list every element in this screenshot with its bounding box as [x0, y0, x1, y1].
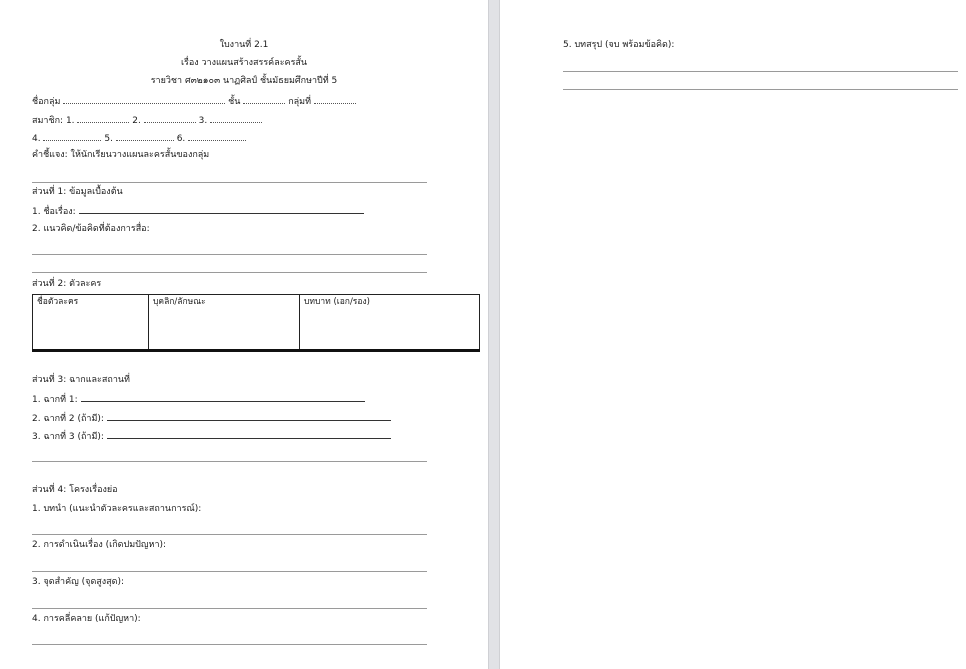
member-6-label: 6.	[176, 134, 186, 144]
group-name-blank[interactable]	[63, 95, 225, 104]
scene-1-line	[32, 393, 365, 406]
table-row	[33, 295, 480, 351]
section-2-heading: ส่วนที่ 2: ตัวละคร	[32, 279, 102, 289]
rising-action-answer-line[interactable]	[32, 571, 427, 572]
intro-label: 1. บทนำ (แนะนำตัวละครและสถานการณ์):	[32, 504, 202, 514]
rising-action-label: 2. การดำเนินเรื่อง (เกิดปมปัญหา):	[32, 540, 167, 550]
climax-label: 3. จุดสำคัญ (จุดสูงสุด):	[32, 577, 125, 587]
scene-2-label: 2. ฉากที่ 2 (ถ้ามี):	[32, 414, 104, 424]
class-blank[interactable]	[243, 95, 285, 104]
conclusion-answer-line-2[interactable]	[563, 89, 958, 90]
concept-answer-line-2[interactable]	[32, 272, 427, 273]
intro-answer-line[interactable]	[32, 534, 427, 535]
column-role[interactable]: บทบาท (เอก/รอง)	[300, 295, 480, 351]
member-5-blank[interactable]	[116, 132, 174, 141]
group-number-label: กลุ่มที่	[288, 97, 312, 107]
scene-1-blank[interactable]	[81, 393, 365, 402]
group-number-blank[interactable]	[314, 95, 356, 104]
concept-label: 2. แนวคิด/ข้อคิดที่ต้องการสื่อ:	[32, 224, 150, 234]
characters-table	[32, 294, 480, 352]
member-3-label: 3.	[198, 116, 208, 126]
scene-3-label: 3. ฉากที่ 3 (ถ้ามี):	[32, 432, 104, 442]
members-label: สมาชิก:	[32, 116, 64, 126]
divider	[32, 182, 427, 183]
resolution-label: 4. การคลี่คลาย (แก้ปัญหา):	[32, 614, 141, 624]
member-2-label: 2.	[132, 116, 141, 126]
group-info-line	[32, 95, 356, 108]
conclusion-answer-line-1[interactable]	[563, 71, 958, 72]
member-6-blank[interactable]	[188, 132, 246, 141]
section-3-heading: ส่วนที่ 3: ฉากและสถานที่	[32, 375, 130, 385]
members-line-1	[32, 114, 262, 127]
section-4-heading: ส่วนที่ 4: โครงเรื่องย่อ	[32, 485, 118, 495]
story-title-label: 1. ชื่อเรื่อง:	[32, 207, 76, 217]
divider	[32, 461, 427, 462]
group-label: ชื่อกลุ่ม	[32, 97, 61, 107]
member-1-blank[interactable]	[77, 114, 129, 123]
story-title-blank[interactable]	[79, 205, 364, 214]
document-page-2	[500, 0, 966, 669]
member-1-label: 1.	[65, 116, 75, 126]
class-label: ชั้น	[228, 97, 241, 107]
conclusion-label: 5. บทสรุป (จบ พร้อมข้อคิด):	[563, 40, 675, 50]
scene-1-label: 1. ฉากที่ 1:	[32, 395, 78, 405]
member-4-blank[interactable]	[43, 132, 101, 141]
column-character-name[interactable]: ชื่อตัวละคร	[33, 295, 149, 351]
member-4-label: 4.	[32, 134, 41, 144]
story-title-line	[32, 205, 364, 218]
scene-2-line	[32, 412, 391, 425]
member-3-blank[interactable]	[210, 114, 262, 123]
section-1-heading: ส่วนที่ 1: ข้อมูลเบื้องต้น	[32, 187, 123, 197]
worksheet-title: ใบงานที่ 2.1	[219, 40, 269, 50]
scene-2-blank[interactable]	[107, 412, 391, 421]
page-gap	[488, 0, 500, 669]
scene-3-blank[interactable]	[107, 430, 391, 439]
worksheet-subject: เรื่อง วางแผนสร้างสรรค์ละครสั้น	[180, 58, 308, 68]
resolution-answer-line[interactable]	[32, 644, 427, 645]
instruction-text: คำชี้แจง: ให้นักเรียนวางแผนละครสั้นของกลุ่ม	[32, 150, 210, 160]
member-5-label: 5.	[104, 134, 113, 144]
climax-answer-line[interactable]	[32, 608, 427, 609]
concept-answer-line-1[interactable]	[32, 254, 427, 255]
scene-3-line	[32, 430, 391, 443]
members-line-2	[32, 132, 246, 145]
member-2-blank[interactable]	[144, 114, 196, 123]
worksheet-course: รายวิชา ศ๓๒๑๐๓ นาฏศิลป์ ชั้นมัธยมศึกษาปีที่ 5	[150, 76, 338, 86]
column-personality[interactable]: บุคลิก/ลักษณะ	[149, 295, 300, 351]
